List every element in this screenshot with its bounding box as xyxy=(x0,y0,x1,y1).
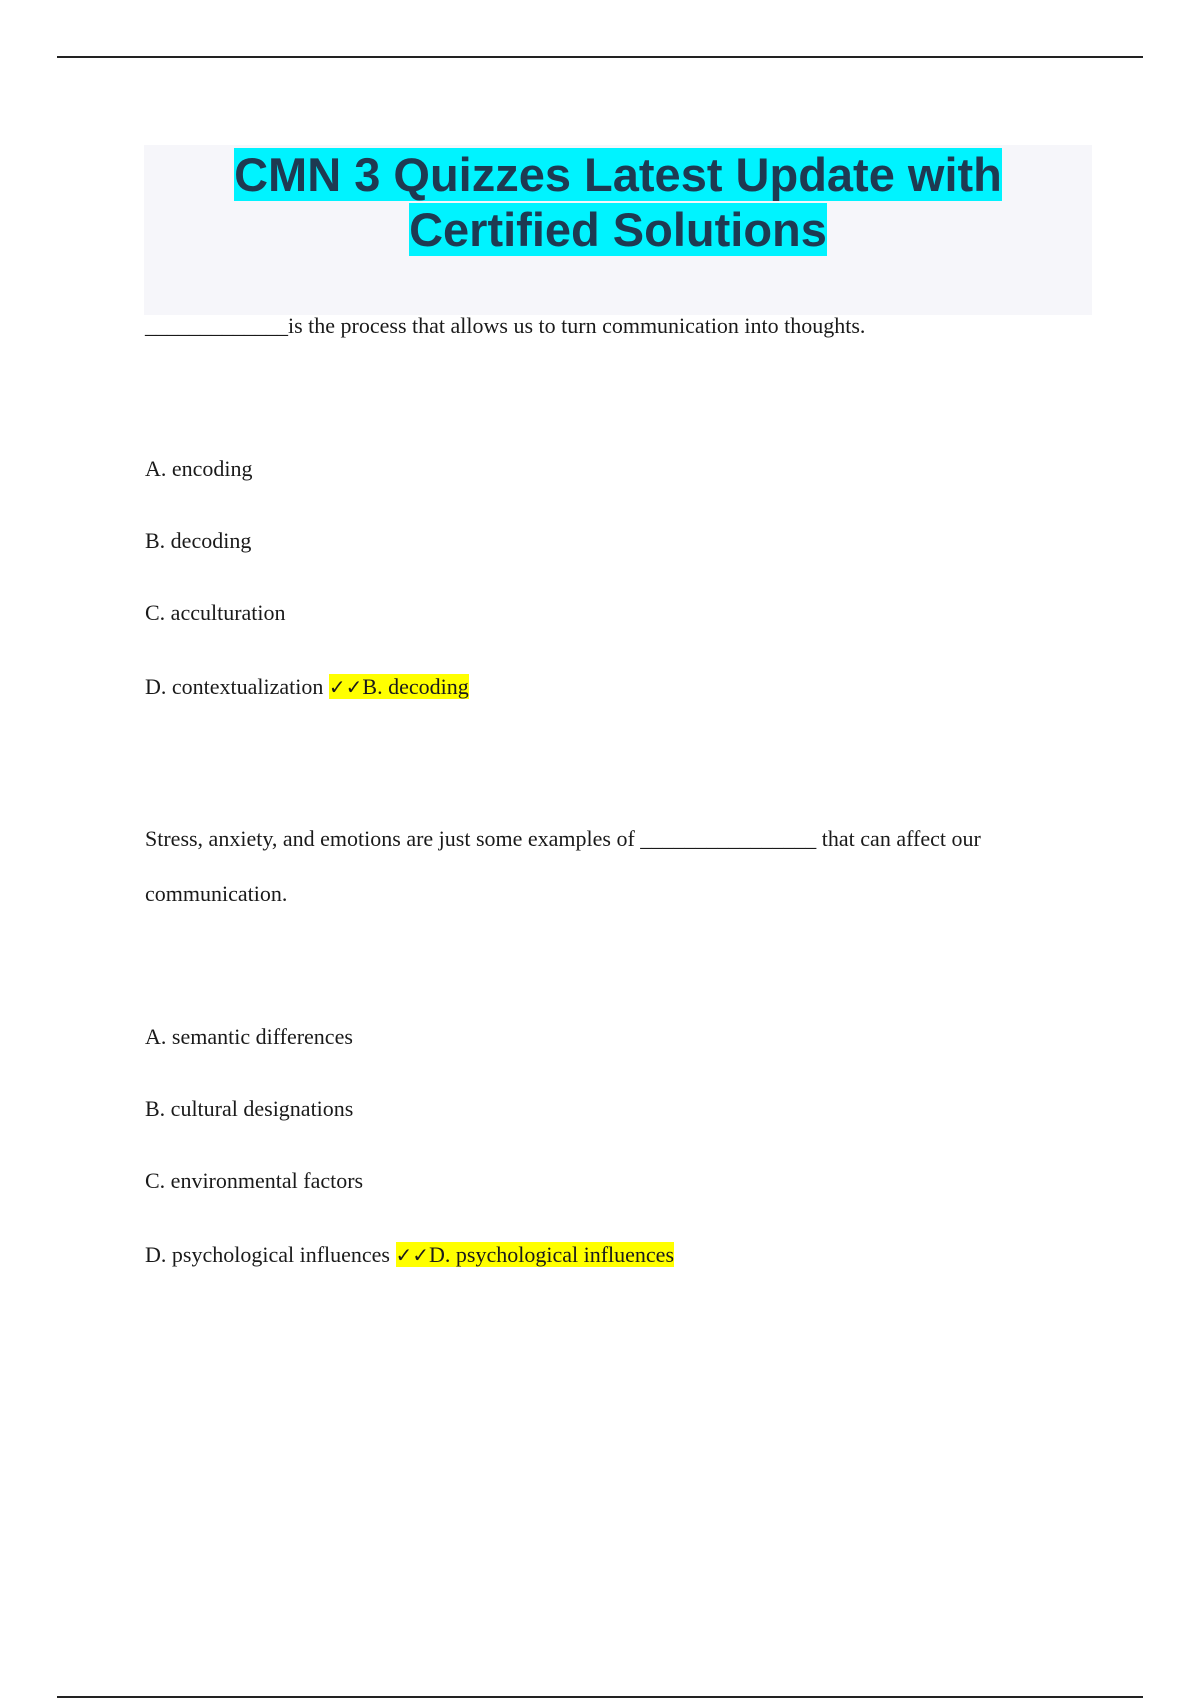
check-icon: ✓✓ xyxy=(328,675,363,699)
question-2-answer: D. psychological influences xyxy=(429,1242,675,1267)
question-2-stem-line-1: Stress, anxiety, and emotions are just some examples of ________________ that can affect our xyxy=(145,826,981,851)
question-2-stem-line-2: communication. xyxy=(145,881,288,906)
question-1-option-d: D. contextualization xyxy=(145,674,324,699)
question-2-answer-highlight xyxy=(396,1242,675,1267)
check-icon: ✓✓ xyxy=(395,1243,430,1267)
document-title xyxy=(144,145,1092,257)
title-banner xyxy=(144,145,1092,315)
question-2-option-d-row xyxy=(145,1241,674,1269)
question-1-answer-highlight xyxy=(329,674,469,699)
question-1-answer: B. decoding xyxy=(362,674,469,699)
question-2-option-d: D. psychological influences xyxy=(145,1242,390,1267)
footer-rule xyxy=(57,1696,1143,1698)
question-2-option-c: C. environmental factors xyxy=(145,1168,364,1193)
title-line-1: CMN 3 Quizzes Latest Update with xyxy=(234,148,1002,201)
title-line-2: Certified Solutions xyxy=(409,203,827,256)
question-1-option-d-row xyxy=(145,673,469,701)
question-1-stem: _____________is the process that allows us to turn communication into thoughts. xyxy=(145,313,866,338)
question-2-option-a: A. semantic differences xyxy=(145,1024,353,1049)
question-1-option-a: A. encoding xyxy=(145,456,253,481)
question-2-option-b: B. cultural designations xyxy=(145,1096,354,1121)
question-1-option-c: C. acculturation xyxy=(145,600,286,625)
header-rule xyxy=(57,56,1143,58)
question-1-option-b: B. decoding xyxy=(145,528,252,553)
